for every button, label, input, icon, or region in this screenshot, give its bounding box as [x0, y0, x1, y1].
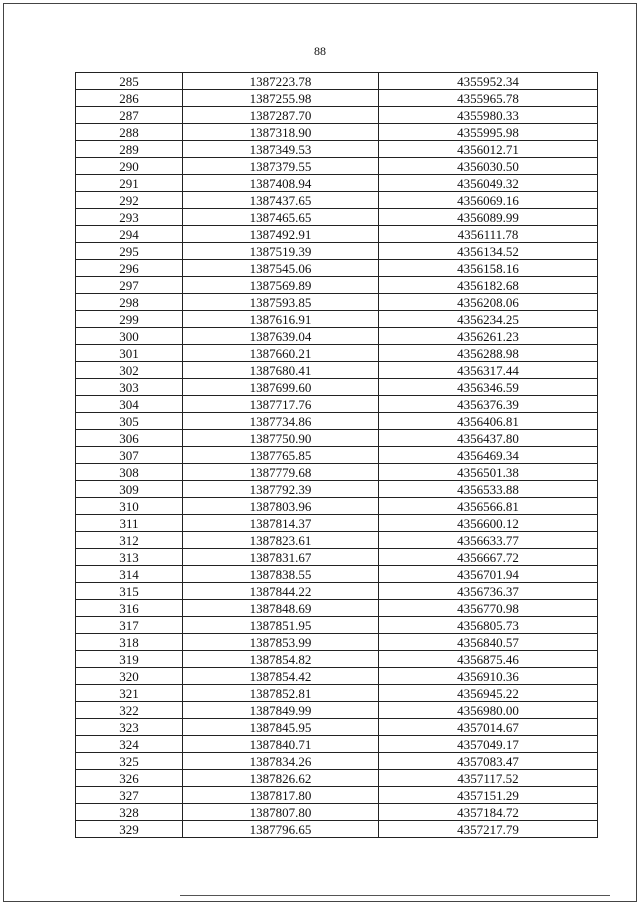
y-coordinate-cell: 4356840.57	[379, 634, 598, 651]
y-coordinate-cell: 4355995.98	[379, 124, 598, 141]
x-coordinate-cell: 1387779.68	[183, 464, 379, 481]
point-number-cell: 294	[76, 226, 183, 243]
point-number-cell: 319	[76, 651, 183, 668]
x-coordinate-cell: 1387255.98	[183, 90, 379, 107]
x-coordinate-cell: 1387838.55	[183, 566, 379, 583]
footer-rule	[180, 895, 610, 896]
x-coordinate-cell: 1387408.94	[183, 175, 379, 192]
point-number-cell: 325	[76, 753, 183, 770]
x-coordinate-cell: 1387717.76	[183, 396, 379, 413]
point-number-cell: 300	[76, 328, 183, 345]
x-coordinate-cell: 1387569.89	[183, 277, 379, 294]
x-coordinate-cell: 1387492.91	[183, 226, 379, 243]
coordinates-table	[75, 72, 598, 838]
x-coordinate-cell: 1387844.22	[183, 583, 379, 600]
point-number-cell: 306	[76, 430, 183, 447]
y-coordinate-cell: 4355952.34	[379, 73, 598, 90]
y-coordinate-cell: 4357217.79	[379, 821, 598, 838]
point-number-cell: 312	[76, 532, 183, 549]
x-coordinate-cell: 1387823.61	[183, 532, 379, 549]
x-coordinate-cell: 1387519.39	[183, 243, 379, 260]
y-coordinate-cell: 4357083.47	[379, 753, 598, 770]
point-number-cell: 307	[76, 447, 183, 464]
table-row	[76, 396, 598, 413]
x-coordinate-cell: 1387680.41	[183, 362, 379, 379]
x-coordinate-cell: 1387660.21	[183, 345, 379, 362]
y-coordinate-cell: 4356980.00	[379, 702, 598, 719]
x-coordinate-cell: 1387223.78	[183, 73, 379, 90]
y-coordinate-cell: 4356469.34	[379, 447, 598, 464]
table-row	[76, 566, 598, 583]
point-number-cell: 291	[76, 175, 183, 192]
table-row	[76, 583, 598, 600]
point-number-cell: 317	[76, 617, 183, 634]
point-number-cell: 310	[76, 498, 183, 515]
point-number-cell: 287	[76, 107, 183, 124]
point-number-cell: 293	[76, 209, 183, 226]
table-row	[76, 515, 598, 532]
table-row	[76, 719, 598, 736]
y-coordinate-cell: 4356069.16	[379, 192, 598, 209]
y-coordinate-cell: 4356701.94	[379, 566, 598, 583]
x-coordinate-cell: 1387852.81	[183, 685, 379, 702]
x-coordinate-cell: 1387379.55	[183, 158, 379, 175]
point-number-cell: 308	[76, 464, 183, 481]
y-coordinate-cell: 4356437.80	[379, 430, 598, 447]
x-coordinate-cell: 1387854.82	[183, 651, 379, 668]
y-coordinate-cell: 4356805.73	[379, 617, 598, 634]
point-number-cell: 309	[76, 481, 183, 498]
table-row	[76, 668, 598, 685]
x-coordinate-cell: 1387593.85	[183, 294, 379, 311]
y-coordinate-cell: 4355965.78	[379, 90, 598, 107]
y-coordinate-cell: 4356208.06	[379, 294, 598, 311]
point-number-cell: 295	[76, 243, 183, 260]
y-coordinate-cell: 4357014.67	[379, 719, 598, 736]
point-number-cell: 315	[76, 583, 183, 600]
table-row	[76, 158, 598, 175]
table-row	[76, 209, 598, 226]
point-number-cell: 311	[76, 515, 183, 532]
table-row	[76, 260, 598, 277]
table-row	[76, 362, 598, 379]
table-row	[76, 294, 598, 311]
point-number-cell: 302	[76, 362, 183, 379]
x-coordinate-cell: 1387831.67	[183, 549, 379, 566]
y-coordinate-cell: 4356012.71	[379, 141, 598, 158]
point-number-cell: 313	[76, 549, 183, 566]
y-coordinate-cell: 4356158.16	[379, 260, 598, 277]
point-number-cell: 301	[76, 345, 183, 362]
x-coordinate-cell: 1387699.60	[183, 379, 379, 396]
table-row	[76, 532, 598, 549]
y-coordinate-cell: 4356501.38	[379, 464, 598, 481]
table-row	[76, 804, 598, 821]
point-number-cell: 303	[76, 379, 183, 396]
x-coordinate-cell: 1387750.90	[183, 430, 379, 447]
table-row	[76, 770, 598, 787]
y-coordinate-cell: 4356633.77	[379, 532, 598, 549]
point-number-cell: 318	[76, 634, 183, 651]
table-row	[76, 498, 598, 515]
table-row	[76, 73, 598, 90]
x-coordinate-cell: 1387318.90	[183, 124, 379, 141]
x-coordinate-cell: 1387848.69	[183, 600, 379, 617]
y-coordinate-cell: 4356875.46	[379, 651, 598, 668]
y-coordinate-cell: 4356600.12	[379, 515, 598, 532]
point-number-cell: 285	[76, 73, 183, 90]
x-coordinate-cell: 1387796.65	[183, 821, 379, 838]
table-row	[76, 345, 598, 362]
y-coordinate-cell: 4356089.99	[379, 209, 598, 226]
y-coordinate-cell: 4356566.81	[379, 498, 598, 515]
x-coordinate-cell: 1387803.96	[183, 498, 379, 515]
y-coordinate-cell: 4356134.52	[379, 243, 598, 260]
table-row	[76, 464, 598, 481]
y-coordinate-cell: 4356049.32	[379, 175, 598, 192]
x-coordinate-cell: 1387807.80	[183, 804, 379, 821]
x-coordinate-cell: 1387814.37	[183, 515, 379, 532]
x-coordinate-cell: 1387845.95	[183, 719, 379, 736]
y-coordinate-cell: 4357151.29	[379, 787, 598, 804]
point-number-cell: 305	[76, 413, 183, 430]
point-number-cell: 320	[76, 668, 183, 685]
x-coordinate-cell: 1387437.65	[183, 192, 379, 209]
y-coordinate-cell: 4357117.52	[379, 770, 598, 787]
table-row	[76, 821, 598, 838]
x-coordinate-cell: 1387834.26	[183, 753, 379, 770]
x-coordinate-cell: 1387545.06	[183, 260, 379, 277]
point-number-cell: 316	[76, 600, 183, 617]
table-row	[76, 124, 598, 141]
table-row	[76, 413, 598, 430]
table-row	[76, 141, 598, 158]
x-coordinate-cell: 1387465.65	[183, 209, 379, 226]
point-number-cell: 323	[76, 719, 183, 736]
x-coordinate-cell: 1387817.80	[183, 787, 379, 804]
point-number-cell: 296	[76, 260, 183, 277]
coordinates-table-body	[76, 73, 598, 838]
table-row	[76, 277, 598, 294]
point-number-cell: 298	[76, 294, 183, 311]
point-number-cell: 327	[76, 787, 183, 804]
page-number: 88	[314, 44, 326, 58]
point-number-cell: 304	[76, 396, 183, 413]
point-number-cell: 297	[76, 277, 183, 294]
y-coordinate-cell: 4356406.81	[379, 413, 598, 430]
point-number-cell: 290	[76, 158, 183, 175]
table-row	[76, 328, 598, 345]
table-row	[76, 481, 598, 498]
point-number-cell: 288	[76, 124, 183, 141]
x-coordinate-cell: 1387734.86	[183, 413, 379, 430]
table-row	[76, 175, 598, 192]
point-number-cell: 299	[76, 311, 183, 328]
table-row	[76, 447, 598, 464]
table-row	[76, 107, 598, 124]
table-row	[76, 600, 598, 617]
x-coordinate-cell: 1387851.95	[183, 617, 379, 634]
table-row	[76, 787, 598, 804]
point-number-cell: 322	[76, 702, 183, 719]
table-row	[76, 379, 598, 396]
y-coordinate-cell: 4356533.88	[379, 481, 598, 498]
table-row	[76, 617, 598, 634]
point-number-cell: 328	[76, 804, 183, 821]
y-coordinate-cell: 4356910.36	[379, 668, 598, 685]
y-coordinate-cell: 4356667.72	[379, 549, 598, 566]
table-row	[76, 430, 598, 447]
x-coordinate-cell: 1387349.53	[183, 141, 379, 158]
table-row	[76, 549, 598, 566]
table-row	[76, 311, 598, 328]
y-coordinate-cell: 4356111.78	[379, 226, 598, 243]
table-row	[76, 651, 598, 668]
table-row	[76, 243, 598, 260]
y-coordinate-cell: 4356261.23	[379, 328, 598, 345]
x-coordinate-cell: 1387616.91	[183, 311, 379, 328]
x-coordinate-cell: 1387853.99	[183, 634, 379, 651]
table-row	[76, 685, 598, 702]
table-row	[76, 634, 598, 651]
point-number-cell: 326	[76, 770, 183, 787]
point-number-cell: 314	[76, 566, 183, 583]
table-row	[76, 90, 598, 107]
y-coordinate-cell: 4356317.44	[379, 362, 598, 379]
x-coordinate-cell: 1387792.39	[183, 481, 379, 498]
point-number-cell: 321	[76, 685, 183, 702]
x-coordinate-cell: 1387765.85	[183, 447, 379, 464]
y-coordinate-cell: 4356770.98	[379, 600, 598, 617]
table-row	[76, 192, 598, 209]
point-number-cell: 329	[76, 821, 183, 838]
point-number-cell: 292	[76, 192, 183, 209]
table-row	[76, 753, 598, 770]
x-coordinate-cell: 1387854.42	[183, 668, 379, 685]
table-row	[76, 736, 598, 753]
y-coordinate-cell: 4356182.68	[379, 277, 598, 294]
y-coordinate-cell: 4356376.39	[379, 396, 598, 413]
x-coordinate-cell: 1387840.71	[183, 736, 379, 753]
y-coordinate-cell: 4355980.33	[379, 107, 598, 124]
y-coordinate-cell: 4356945.22	[379, 685, 598, 702]
x-coordinate-cell: 1387826.62	[183, 770, 379, 787]
y-coordinate-cell: 4356736.37	[379, 583, 598, 600]
y-coordinate-cell: 4357184.72	[379, 804, 598, 821]
y-coordinate-cell: 4356234.25	[379, 311, 598, 328]
y-coordinate-cell: 4357049.17	[379, 736, 598, 753]
y-coordinate-cell: 4356288.98	[379, 345, 598, 362]
table-row	[76, 226, 598, 243]
table-row	[76, 702, 598, 719]
y-coordinate-cell: 4356346.59	[379, 379, 598, 396]
point-number-cell: 324	[76, 736, 183, 753]
x-coordinate-cell: 1387849.99	[183, 702, 379, 719]
x-coordinate-cell: 1387639.04	[183, 328, 379, 345]
y-coordinate-cell: 4356030.50	[379, 158, 598, 175]
x-coordinate-cell: 1387287.70	[183, 107, 379, 124]
point-number-cell: 286	[76, 90, 183, 107]
point-number-cell: 289	[76, 141, 183, 158]
